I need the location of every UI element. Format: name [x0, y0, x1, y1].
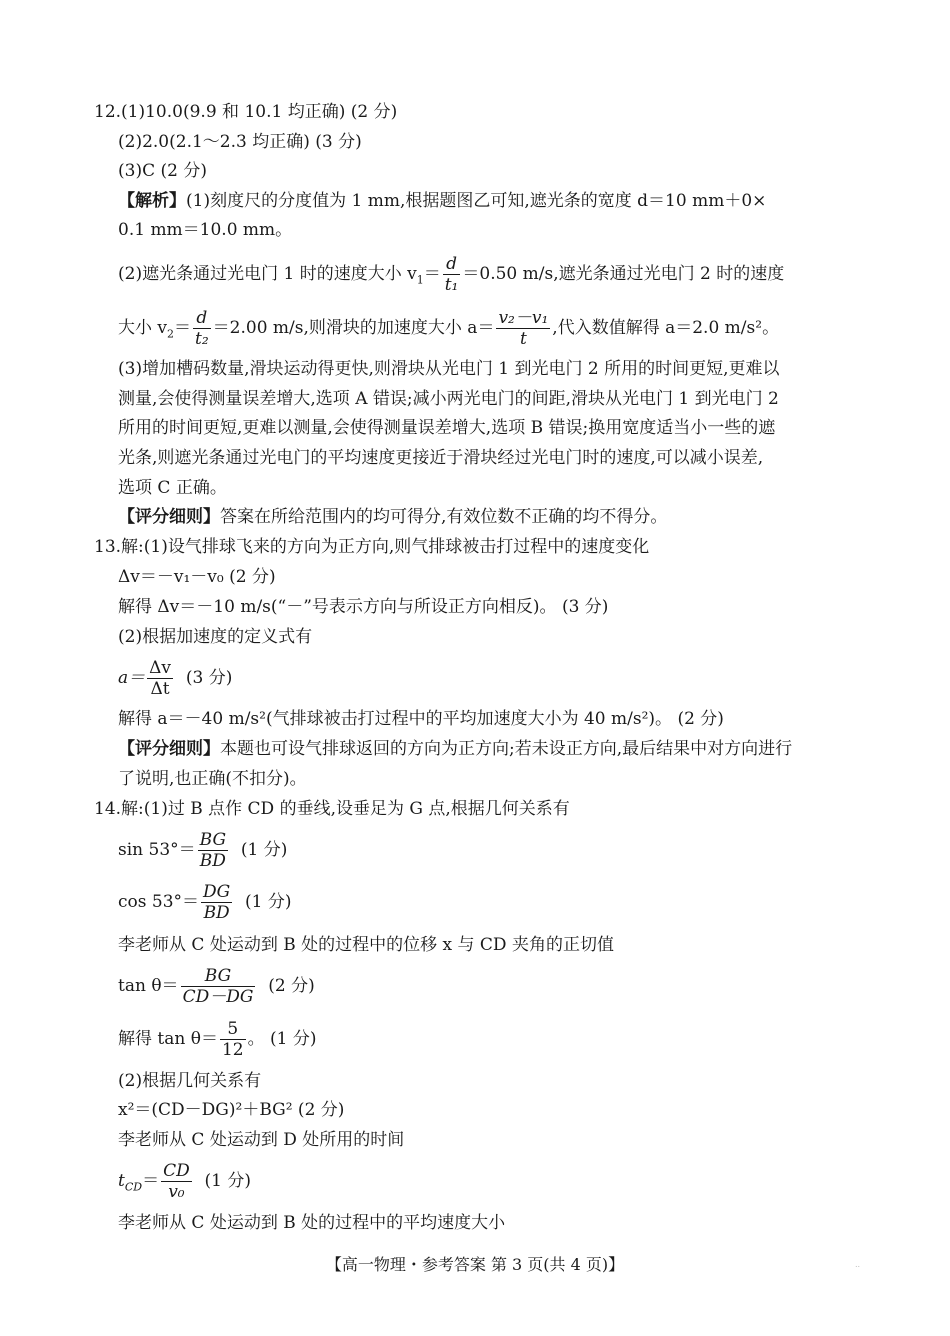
q14-tan-formula: tan θ＝ $\frac{BG}{CD-DG}$ (2 分) [118, 966, 315, 1007]
q13-line-3: 解得 Δv＝－10 m/s(“－”号表示方向与所设正方向相反)。 (3 分) [118, 597, 609, 617]
q12-analysis-line-2: 0.1 mm＝10.0 mm。 [118, 220, 293, 240]
fraction: $\frac{DG}{BD}$ [203, 882, 231, 923]
q14-line-11: 李老师从 C 处运动到 B 处的过程中的平均速度大小 [118, 1213, 506, 1233]
grading-tag: 【评分细则】 [118, 739, 220, 759]
q13-line-4: (2)根据加速度的定义式有 [118, 627, 313, 647]
q12-answer-3: (3)C (2 分) [118, 161, 207, 181]
q14-tcd-formula: $t_{CD}=$ $\frac{CD}{\text{v₀}}$ (1 分) [118, 1161, 252, 1202]
q12-analysis-line-1: 【解析】(1)刻度尺的分度值为 1 mm,根据题图乙可知,遮光条的宽度 d＝10 mm＋0× [118, 191, 767, 211]
fraction: $\frac{d}{\text{t₂}}$ [195, 308, 209, 349]
q12-analysis-line-9: 选项 C 正确。 [118, 478, 227, 498]
q13-line-2: Δv＝－v₁－v₀ (2 分) [118, 567, 276, 587]
fraction: $\frac{BG}{CD-DG}$ [182, 966, 254, 1007]
fraction: $\frac{5}{12}$ [221, 1019, 244, 1060]
grading-tag: 【评分细则】 [118, 507, 220, 527]
q12-analysis-line-7: 所用的时间更短,更难以测量,会使得测量误差增大,选项 B 错误;换用宽度适当小一些的遮 [118, 418, 776, 438]
q14-cos-formula: cos 53°＝ $\frac{DG}{BD}$ (1 分) [118, 882, 292, 923]
fraction: $\frac{\text{v₂－v₁}}{t}$ [498, 308, 549, 349]
fraction: $\frac{\Delta v}{\Delta t}$ [149, 658, 172, 699]
q12-answer-1: 12.(1)10.0(9.9 和 10.1 均正确) (2 分) [94, 102, 398, 122]
q12-grading: 【评分细则】答案在所给范围内的均可得分,有效位数不正确的均不得分。 [118, 507, 668, 527]
q14-line-4: 李老师从 C 处运动到 B 处的过程中的位移 x 与 CD 夹角的正切值 [118, 935, 614, 955]
corner-mark: .. [855, 1260, 861, 1269]
q14-line-1: 14.解:(1)过 B 点作 CD 的垂线,设垂足为 G 点,根据几何关系有 [94, 799, 570, 819]
page-footer: 【高一物理・参考答案 第 3 页(共 4 页)】 [325, 1255, 625, 1274]
q12-analysis-line-6: 测量,会使得测量误差增大,选项 A 错误;减小两光电门的间距,滑块从光电门 1 到光电门 2 [118, 389, 779, 409]
q14-line-8: x²＝(CD－DG)²＋BG² (2 分) [118, 1100, 345, 1120]
q12-answer-2: (2)2.0(2.1～2.3 均正确) (3 分) [118, 132, 362, 152]
analysis-tag: 【解析】 [118, 191, 186, 211]
q14-sin-formula: sin 53°＝ $\frac{BG}{BD}$ (1 分) [118, 830, 288, 871]
q12-analysis-line-3: (2)遮光条通过光电门 1 时的速度大小 $v_1=$ $\frac{d}{\text{t₁}}$ ＝0.50 m/s,遮光条通过光电门 2 时的速度 [118, 254, 785, 295]
fraction: $\frac{BG}{BD}$ [199, 830, 227, 871]
fraction: $\frac{d}{\text{t₁}}$ [444, 254, 459, 295]
q12-analysis-line-4: 大小 $v_2=$ $\frac{d}{\text{t₂}}$ ＝2.00 m/s,则滑块的加速度大小 a＝ $\frac{\text{v₂－v₁}}{t}$ ,代入数值解得 a＝2.0 m/s²。 [118, 308, 780, 349]
q14-line-9: 李老师从 C 处运动到 D 处所用的时间 [118, 1130, 405, 1150]
q13-grading-2: 了说明,也正确(不扣分)。 [118, 769, 307, 789]
q13-grading-1: 【评分细则】本题也可设气排球返回的方向为正方向;若未设正方向,最后结果中对方向进行 [118, 739, 793, 759]
q14-tan-result: 解得 tan θ＝ $\frac{5}{12}$ 。 (1 分) [118, 1019, 317, 1060]
q12-analysis-line-8: 光条,则遮光条通过光电门的平均速度更接近于滑块经过光电门时的速度,可以减小误差, [118, 448, 764, 468]
q13-line-6: 解得 a＝－40 m/s²(气排球被击打过程中的平均加速度大小为 40 m/s²)。 (2 分) [118, 709, 724, 729]
fraction: $\frac{CD}{\text{v₀}}$ [163, 1161, 190, 1202]
q14-line-7: (2)根据几何关系有 [118, 1071, 262, 1091]
q12-analysis-line-5: (3)增加槽码数量,滑块运动得更快,则滑块从光电门 1 到光电门 2 所用的时间更短,更难以 [118, 359, 780, 379]
q13-line-1: 13.解:(1)设气排球飞来的方向为正方向,则气排球被击打过程中的速度变化 [94, 537, 650, 557]
q13-formula: a＝ $\frac{\Delta v}{\Delta t}$ (3 分) [118, 658, 233, 699]
